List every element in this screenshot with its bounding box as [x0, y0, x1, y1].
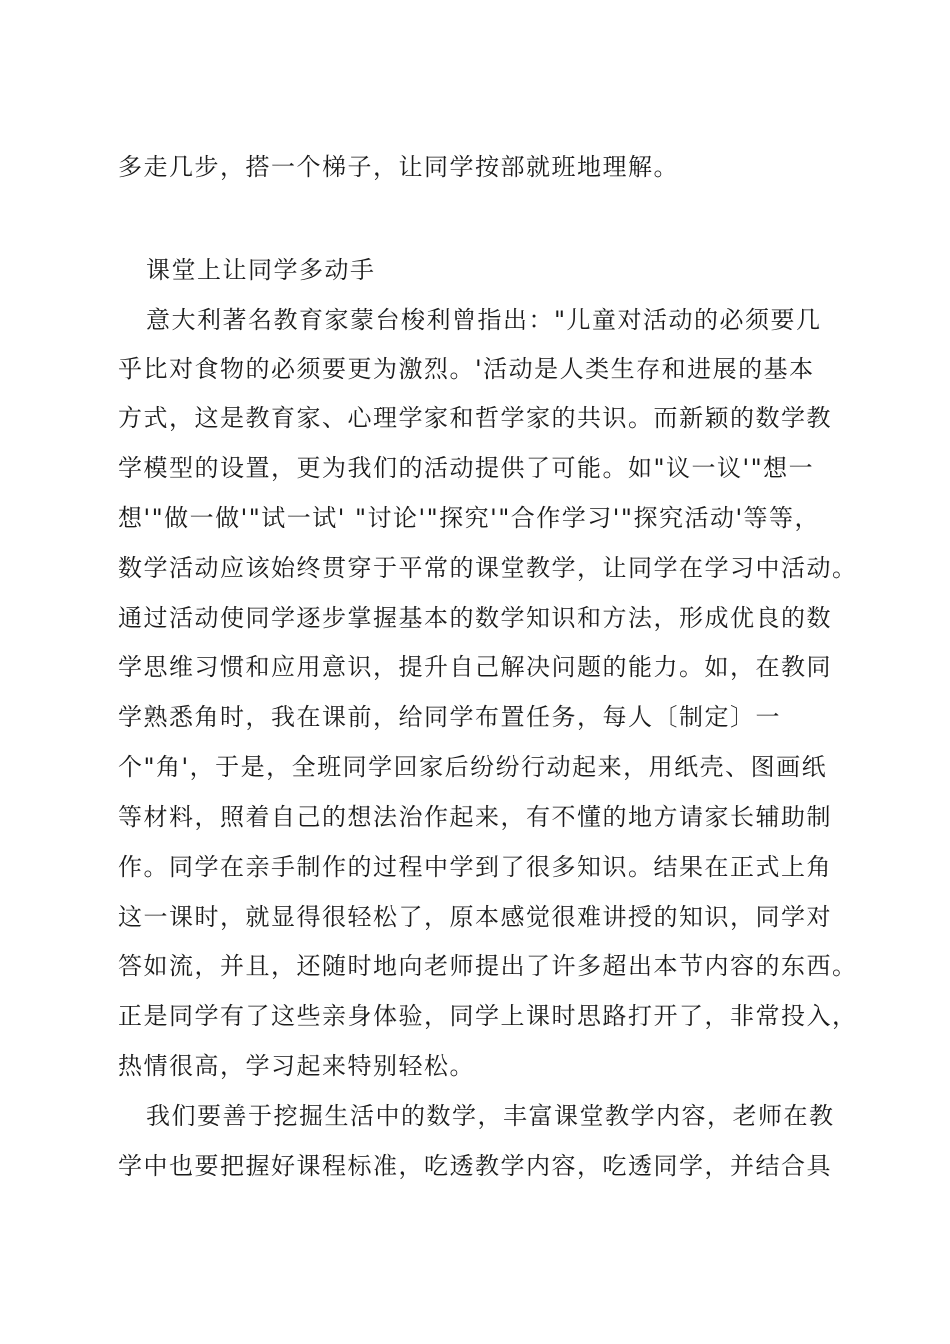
paragraph-line: 这一课时，就显得很轻松了，原本感觉很难讲授的知识，同学对 [118, 903, 832, 931]
paragraph-line: 个"角'，于是，全班同学回家后纷纷行动起来，用纸壳、图画纸 [118, 753, 828, 781]
paragraph-line: 学中也要把握好课程标准，吃透教学内容，吃透同学，并结合具 [118, 1152, 832, 1180]
paragraph-line: 正是同学有了这些亲身体验，同学上课时思路打开了，非常投入， [118, 1002, 858, 1030]
paragraph-line: 等材料，照着自己的想法治作起来，有不懂的地方请家长辅助制 [118, 803, 832, 831]
paragraph-line: 想'"做一做'"试一试' "讨论'"探究'"合作学习'"探究活动'等等， [118, 504, 821, 532]
paragraph-line: 乎比对食物的必须要更为激烈。'活动是人类生存和进展的基本 [118, 355, 815, 383]
paragraph-line: 学模型的设置，更为我们的活动提供了可能。如"议一议'"想一 [118, 454, 815, 482]
paragraph-line: 学熟悉角时，我在课前，给同学布置任务，每人〔制定〕一 [118, 703, 781, 731]
paragraph-line: 多走几步，搭一个梯子，让同学按部就班地理解。 [118, 153, 679, 181]
paragraph-line: 意大利著名教育家蒙台梭利曾指出："儿童对活动的必须要几 [146, 306, 822, 334]
paragraph-line: 通过活动使同学逐步掌握基本的数学知识和方法，形成优良的数 [118, 604, 832, 632]
paragraph-line: 我们要善于挖掘生活中的数学，丰富课堂教学内容，老师在教 [146, 1102, 835, 1130]
paragraph-line: 答如流，并且，还随时地向老师提出了许多超出本节内容的东西。 [118, 952, 858, 980]
section-heading: 课堂上让同学多动手 [146, 256, 376, 284]
paragraph-line: 数学活动应该始终贯穿于平常的课堂教学，让同学在学习中活动。 [118, 554, 858, 582]
paragraph-line: 热情很高，学习起来特别轻松。 [118, 1052, 475, 1080]
paragraph-line: 学思维习惯和应用意识，提升自己解决问题的能力。如，在教同 [118, 653, 832, 681]
paragraph-line: 作。同学在亲手制作的过程中学到了很多知识。结果在正式上角 [118, 853, 832, 881]
paragraph-line: 方式，这是教育家、心理学家和哲学家的共识。而新颖的数学教 [118, 404, 832, 432]
